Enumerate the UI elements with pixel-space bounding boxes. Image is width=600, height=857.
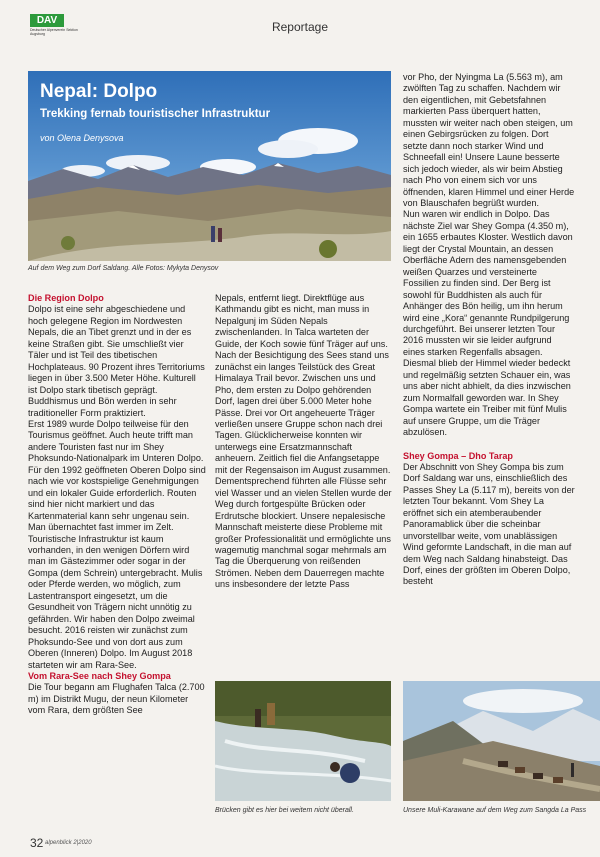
paragraph: Die Tour begann am Flughafen Talca (2.700 m) im Distrikt Mugu, der neun Kilometer vom Rara, dem größten See bbox=[28, 682, 205, 716]
paragraph: Nepals, entfernt liegt. Direktflüge aus Kathmandu gibt es nicht, man muss in Nepalgunj im Süden Nepals zwischenlanden. In Talca warteten der Guide, der Koch sowie fünf Träger auf uns. Nach der Besichtigung des Sees stand uns zunächst ein langes Teilstück des Great Himalaya Trail bevor. Zwischen uns und Pho, dem ersten zu Dolpo gehörenden Dorf, lagen drei über 5.000 Meter hohe Pässe. Drei vor Ort angeheuerte Träger verließen unsere Gruppe schon nach drei Tagen. Glücklicherweise konnten wir unterwegs eine Ersatzmannschaft anheuern. Zeitlich fiel die Anfangsetappe mit der Regensaison im August zusammen. Dementsprechend führten alle Flüsse sehr viel Wasser und an vielen Stellen wurde der Weg durch fortgespülte Brücken oder Erdrutsche blockiert. Unsere nepalesische Mannschaft meisterte diese Probleme mit großer Professionalität und ermöglichte uns wagemutig manchmal sogar mehrmals am Tag die Überquerung von reißenden Strömen. Neben dem Dauerregen machte uns insbesondere der letzte Pass bbox=[215, 293, 392, 590]
article-author: von Olena Denysova bbox=[40, 133, 124, 143]
page-number: 32 bbox=[30, 836, 44, 850]
paragraph: Der Abschnitt von Shey Gompa bis zum Dorf Saldang war uns, einschließlich des Passes Shey La (5.117 m), bereits von der letzten Tour bekannt. Vom Shey La eröffnet sich ein atemberaubender Panoramablick über die scheinbar unvorstellbar weite, vom unablässigen Wind geformte Landschaft, in die man auf dem Weg nach Saldang hinabsteigt. Das Dorf, eines der größten im Oberen Dolpo, besteht bbox=[403, 461, 575, 587]
river-caption: Brücken gibt es hier bei weitem nicht überall. bbox=[215, 807, 354, 814]
article-subtitle: Trekking fernab touristischer Infrastruktur bbox=[40, 108, 271, 120]
article-title: Nepal: Dolpo bbox=[40, 81, 158, 102]
logo-subtitle: Deutscher Alpenverein Sektion Augsburg bbox=[30, 28, 78, 36]
paragraph: vor Pho, der Nyingma La (5.563 m), am zwölften Tag zu schaffen. Nachdem wir den eigentlichen, mit Gebetsfahnen markierten Pass überquert hatten, mussten wir weiter nach oben steigen, um einen Gebirgsrücken zu folgen. Dort setzte dann noch starker Wind und Schneefall ein! Unsere Laune besserte sich jedoch wieder, als wir beim Abstieg nach Pho von einem sich vor uns öffnenden, klaren Himmel und einer Herde von Blauschafen begrüßt wurden. bbox=[403, 72, 575, 208]
paragraph: Dolpo ist eine sehr abgeschiedene und hoch gelegene Region im Nordwesten Nepals, die an Tibet grenzt und in der es keine Straßen gibt. Sie umschließt vier Täler und ist Teil des tibetischen Hochplateaus. 90 Prozent ihres Territoriums liegen in über 3.500 Meter Höhe. Kulturell ist Dolpo stark tibetisch geprägt. Buddhismus und Bön werden in sehr traditioneller Form praktiziert. bbox=[28, 304, 205, 418]
mule-caravan-illustration bbox=[403, 681, 600, 801]
subheading-region: Die Region Dolpo bbox=[28, 293, 104, 303]
subheading-shey-gompa: Shey Gompa – Dho Tarap bbox=[403, 450, 513, 461]
river-crossing-illustration bbox=[215, 681, 391, 801]
paragraph: Nun waren wir endlich in Dolpo. Das nächste Ziel war Shey Gompa (4.350 m), ein 1655 erbautes Kloster. Westlich davon liegt der Crystal Mountain, an dessen Oberfläche Adern des namensgebenden weißen Quarzes und versteinerte Fossilien zu finden sind. Der Berg ist sowohl für Buddhisten als auch für Anhänger des Bön heilig, um ihn herum wird eine „Kora“ genannte Rundpilgerung durchgeführt. Bei unserer letzten Tour 2016 mussten wir sie leider aufgrund eines starken Regenfalls absagen. Diesmal blieb der Himmel wieder bedeckt und regelmäßig setzten Schauer ein, was uns aber nicht abhielt, da dies inzwischen zum Normalfall geworden war. In Shey Gompa wartete ein Treiber mit fünf Mulis auf unsere Gruppe, um die Träger abzulösen. bbox=[403, 209, 573, 438]
hero-photo bbox=[28, 71, 391, 261]
column-3 bbox=[403, 72, 575, 588]
mule-caption: Unsere Muli-Karawane auf dem Weg zum Sangda La Pass bbox=[403, 807, 587, 814]
column-2 bbox=[215, 293, 393, 591]
river-crossing-photo bbox=[215, 681, 391, 801]
mule-caravan-photo bbox=[403, 681, 600, 801]
subheading-rara: Vom Rara-See nach Shey Gompa bbox=[28, 670, 171, 681]
dav-logo: DAV bbox=[30, 14, 64, 27]
magazine-issue: alpenblick 2|2020 bbox=[45, 840, 92, 846]
paragraph: Erst 1989 wurde Dolpo teilweise für den Tourismus geöffnet. Auch heute trifft man andere Touristen fast nur im Shey Phoksundo-Nationalpark im Unteren Dolpo. Für den 1992 geöffneten Oberen Dolpo sind nach wie vor kostspielige Genehmigungen und ein lokaler Guide erforderlich. Routen sind hier nicht markiert und das Kartenmaterial kann sehr ungenau sein. Man übernachtet fast immer im Zelt. Touristische Infrastruktur ist kaum vorhanden, in den wenigen Dörfern wird man im Gästezimmer oder sogar in der Gompa (dem Schrein) untergebracht. Mulis oder Pferde werden, wo möglich, zum Lastentransport eingesetzt, um die Gesundheit von Trägern nicht unnötig zu gefährden. Wir haben den Dolpo zweimal besucht. 2016 reisten wir zunächst zum Phoksundo-See und von dort aus zum Oberen (Inneren) Dolpo. Im August 2018 starteten wir am Rara-See. bbox=[28, 418, 206, 670]
hero-caption: Auf dem Weg zum Dorf Saldang. Alle Fotos: Mykyta Denysov bbox=[28, 265, 219, 272]
section-label: Reportage bbox=[271, 20, 329, 34]
column-1 bbox=[28, 293, 206, 717]
